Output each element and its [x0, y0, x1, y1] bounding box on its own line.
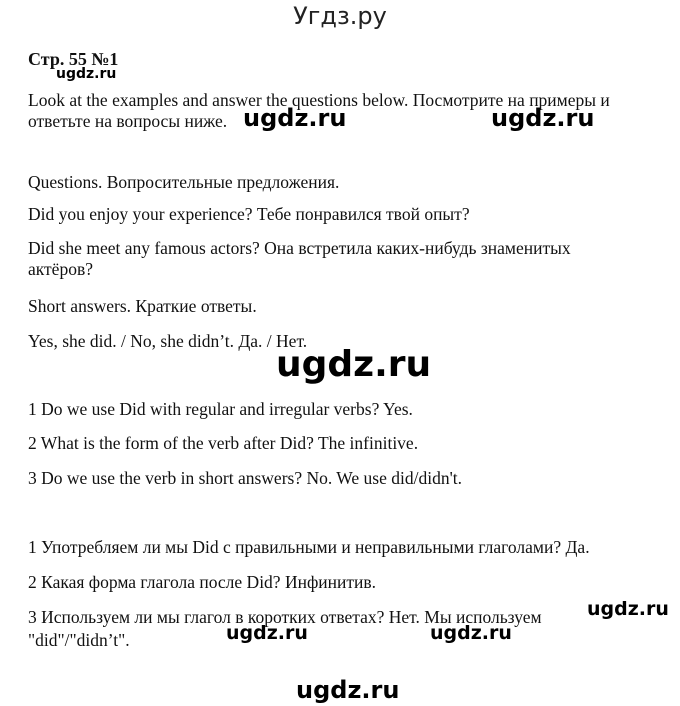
answer-en-3: 3 Do we use the verb in short answers? No. We use did/didn't.: [28, 468, 462, 488]
watermark: ugdz.ru: [430, 622, 512, 644]
answer-en-1: 1 Do we use Did with regular and irregular verbs? Yes.: [28, 399, 413, 419]
answer-ru-2: 2 Какая форма глагола после Did? Инфинитив.: [28, 572, 377, 592]
short-answer-example: Yes, she did. / No, she didn’t. Да. / Нет.: [28, 331, 308, 351]
answer-ru-1: 1 Употребляем ли мы Did с правильными и неправильными глаголами? Да.: [28, 537, 590, 557]
question-example-2-line-2: актёров?: [28, 259, 93, 279]
short-answers-title: Short answers. Краткие ответы.: [28, 296, 257, 316]
watermark: ugdz.ru: [226, 622, 308, 644]
watermark: ugdz.ru: [587, 598, 669, 620]
watermark: ugdz.ru: [491, 104, 595, 132]
intro-line-2: ответьте на вопросы ниже.: [28, 111, 228, 131]
question-example-1: Did you enjoy your experience? Тебе понравился твой опыт?: [28, 204, 470, 224]
watermark: ugdz.ru: [276, 344, 432, 385]
questions-title: Questions. Вопросительные предложения.: [28, 172, 340, 192]
watermark: ugdz.ru: [56, 66, 117, 82]
page-heading: Стр. 55 №1: [28, 49, 119, 69]
answer-ru-3-line-2: "did"/"didn’t".: [28, 630, 130, 650]
answer-ru-3-line-1: 3 Используем ли мы глагол в коротких ответах? Нет. Мы используем: [28, 607, 542, 627]
watermark: ugdz.ru: [243, 104, 347, 132]
question-example-2-line-1: Did she meet any famous actors? Она встретила каких-нибудь знаменитых: [28, 238, 571, 258]
watermark: ugdz.ru: [296, 676, 400, 704]
site-title: Угдз.ру: [293, 2, 387, 30]
intro-line-1: Look at the examples and answer the questions below. Посмотрите на примеры и: [28, 90, 610, 110]
answer-en-2: 2 What is the form of the verb after Did? The infinitive.: [28, 433, 419, 453]
